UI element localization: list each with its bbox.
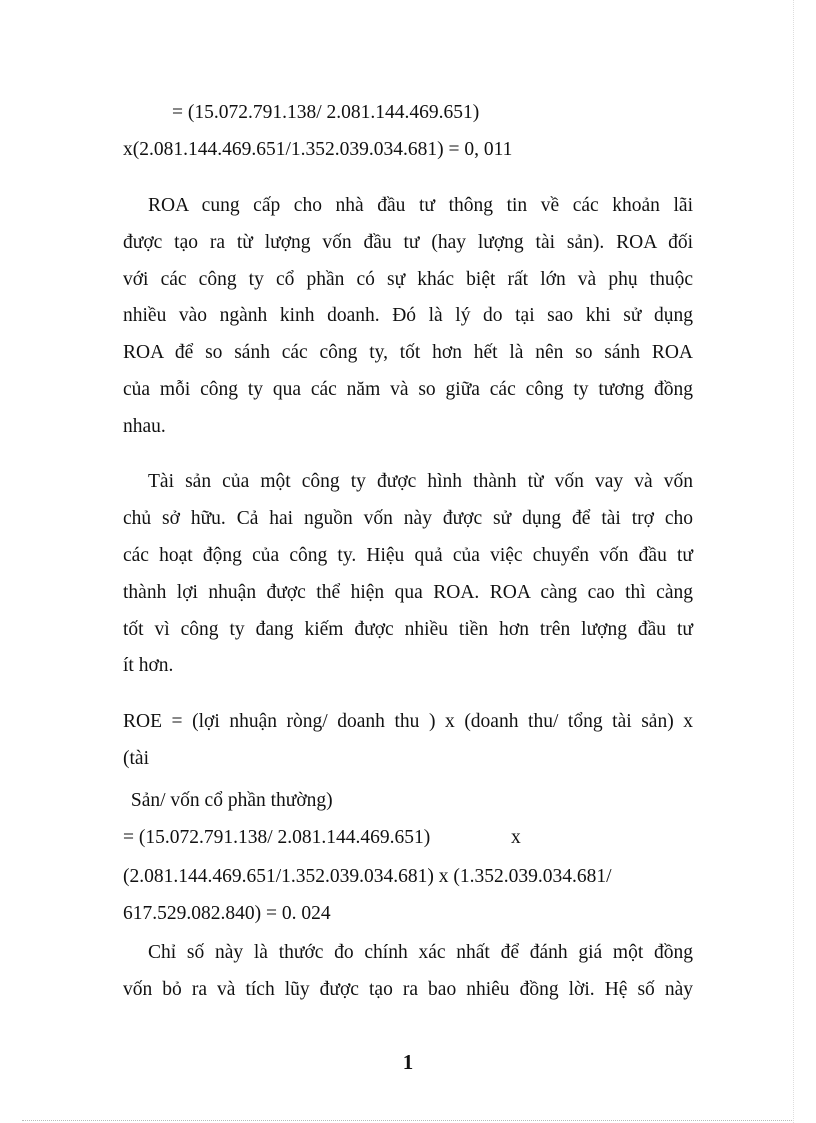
text-line: nhiều vào ngành kinh doanh. Đó là lý do tại sao khi sử dụng bbox=[123, 305, 693, 326]
text-line: Chỉ số này là thước đo chính xác nhất để đánh giá một đồng bbox=[148, 942, 693, 963]
roe-formula-line-4: = (15.072.791.138/ 2.081.144.469.651) bbox=[123, 827, 431, 848]
text-line: với các công ty cổ phần có sự khác biệt rất lớn và phụ thuộc bbox=[123, 269, 693, 290]
roe-formula-line-3: Sản/ vốn cổ phần thường) bbox=[126, 790, 333, 811]
text-line: vốn bỏ ra và tích lũy được tạo ra bao nhiêu đồng lời. Hệ số này bbox=[123, 979, 693, 1000]
roe-formula-line-6: 617.529.082.840) = 0. 024 bbox=[123, 903, 331, 924]
text-line: ROA cung cấp cho nhà đầu tư thông tin về các khoản lãi bbox=[148, 195, 693, 216]
roa-formula-line-2: x(2.081.144.469.651/1.352.039.034.681) = 0, 011 bbox=[123, 139, 513, 160]
page-bottom-border bbox=[22, 1120, 794, 1121]
text-line: chủ sở hữu. Cả hai nguồn vốn này được sử dụng để tài trợ cho bbox=[123, 508, 693, 529]
text-line: được tạo ra từ lượng vốn đầu tư (hay lượng tài sản). ROA đối bbox=[123, 232, 693, 253]
roa-formula-line-1: = (15.072.791.138/ 2.081.144.469.651) bbox=[172, 102, 480, 123]
text-line: các hoạt động của công ty. Hiệu quả của việc chuyển vốn đầu tư bbox=[123, 545, 693, 566]
text-line: ROA để so sánh các công ty, tốt hơn hết là nên so sánh ROA bbox=[123, 342, 693, 363]
roe-formula-line-2: (tài bbox=[123, 748, 149, 769]
roe-formula-line-4-x: x bbox=[511, 827, 521, 848]
roe-formula-line-1: ROE = (lợi nhuận ròng/ doanh thu ) x (doanh thu/ tổng tài sản) x bbox=[123, 711, 693, 732]
page-right-border bbox=[793, 0, 794, 1123]
page-number: 1 bbox=[402, 1050, 414, 1074]
roe-formula-line-5: (2.081.144.469.651/1.352.039.034.681) x (1.352.039.034.681/ bbox=[123, 866, 612, 887]
text-line: ít hơn. bbox=[123, 655, 174, 676]
text-line: tốt vì công ty đang kiếm được nhiều tiền hơn trên lượng đầu tư bbox=[123, 619, 693, 640]
text-line: nhau. bbox=[123, 416, 166, 437]
text-line: của mỗi công ty qua các năm và so giữa các công ty tương đồng bbox=[123, 379, 693, 400]
text-line: thành lợi nhuận được thể hiện qua ROA. ROA càng cao thì càng bbox=[123, 582, 693, 603]
text-line: Tài sản của một công ty được hình thành từ vốn vay và vốn bbox=[148, 471, 693, 492]
